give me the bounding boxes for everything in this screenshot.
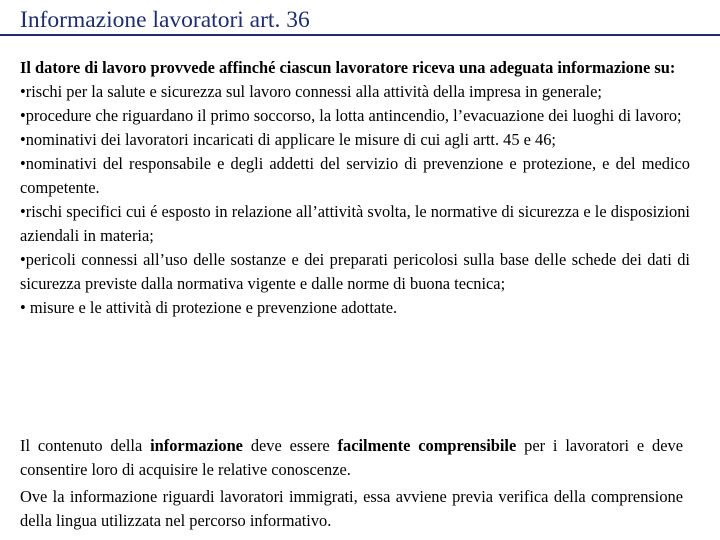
paragraph-text: per i lavoratori e deve consentire loro di acquisire le relative conoscenze. (20, 436, 683, 479)
bullet-item: • misure e le attività di protezione e prevenzione adottate. (20, 298, 398, 317)
emphasis-comprensibile: facilmente comprensibile (337, 436, 517, 455)
bullet-item: •rischi per la salute e sicurezza sul lavoro connessi alla attività della impresa in generale; (20, 82, 602, 101)
bullet-item: •rischi specifici cui é esposto in relazione all’attività svolta, le normative di sicurezza e le disposizioni aziendali in materia; (20, 202, 690, 245)
emphasis-informazione: informazione (150, 436, 243, 455)
intro-text: Il datore di lavoro provvede affinché ciascun lavoratore riceva una adeguata informazione su: (20, 58, 676, 77)
bullet-item: •procedure che riguardano il primo soccorso, la lotta antincendio, l’evacuazione dei luoghi di lavoro; (20, 106, 682, 125)
comprehension-paragraph (20, 434, 683, 482)
title-underline (0, 34, 720, 36)
paragraph-text: Il contenuto della (20, 436, 151, 455)
bullet-item: •nominativi dei lavoratori incaricati di applicare le misure di cui agli artt. 45 e 46; (20, 130, 556, 149)
bullet-item: •nominativi del responsabile e degli addetti del servizio di prevenzione e protezione, e del medico competente. (20, 154, 690, 197)
bullet-item: •pericoli connessi all’uso delle sostanze e dei preparati pericolosi sulla base delle schede dei dati di sicurezza previste dalla normativa vigente e dalle norme di buona tecnica; (20, 250, 690, 293)
information-list-section (20, 56, 690, 320)
immigrant-workers-paragraph: Ove la informazione riguardi lavoratori immigrati, essa avviene previa verifica della comprensione della lingua utilizzata nel percorso informativo. (20, 487, 683, 530)
page-title: Informazione lavoratori art. 36 (20, 7, 310, 33)
closing-section (20, 434, 683, 536)
paragraph-text: deve essere (242, 436, 338, 455)
